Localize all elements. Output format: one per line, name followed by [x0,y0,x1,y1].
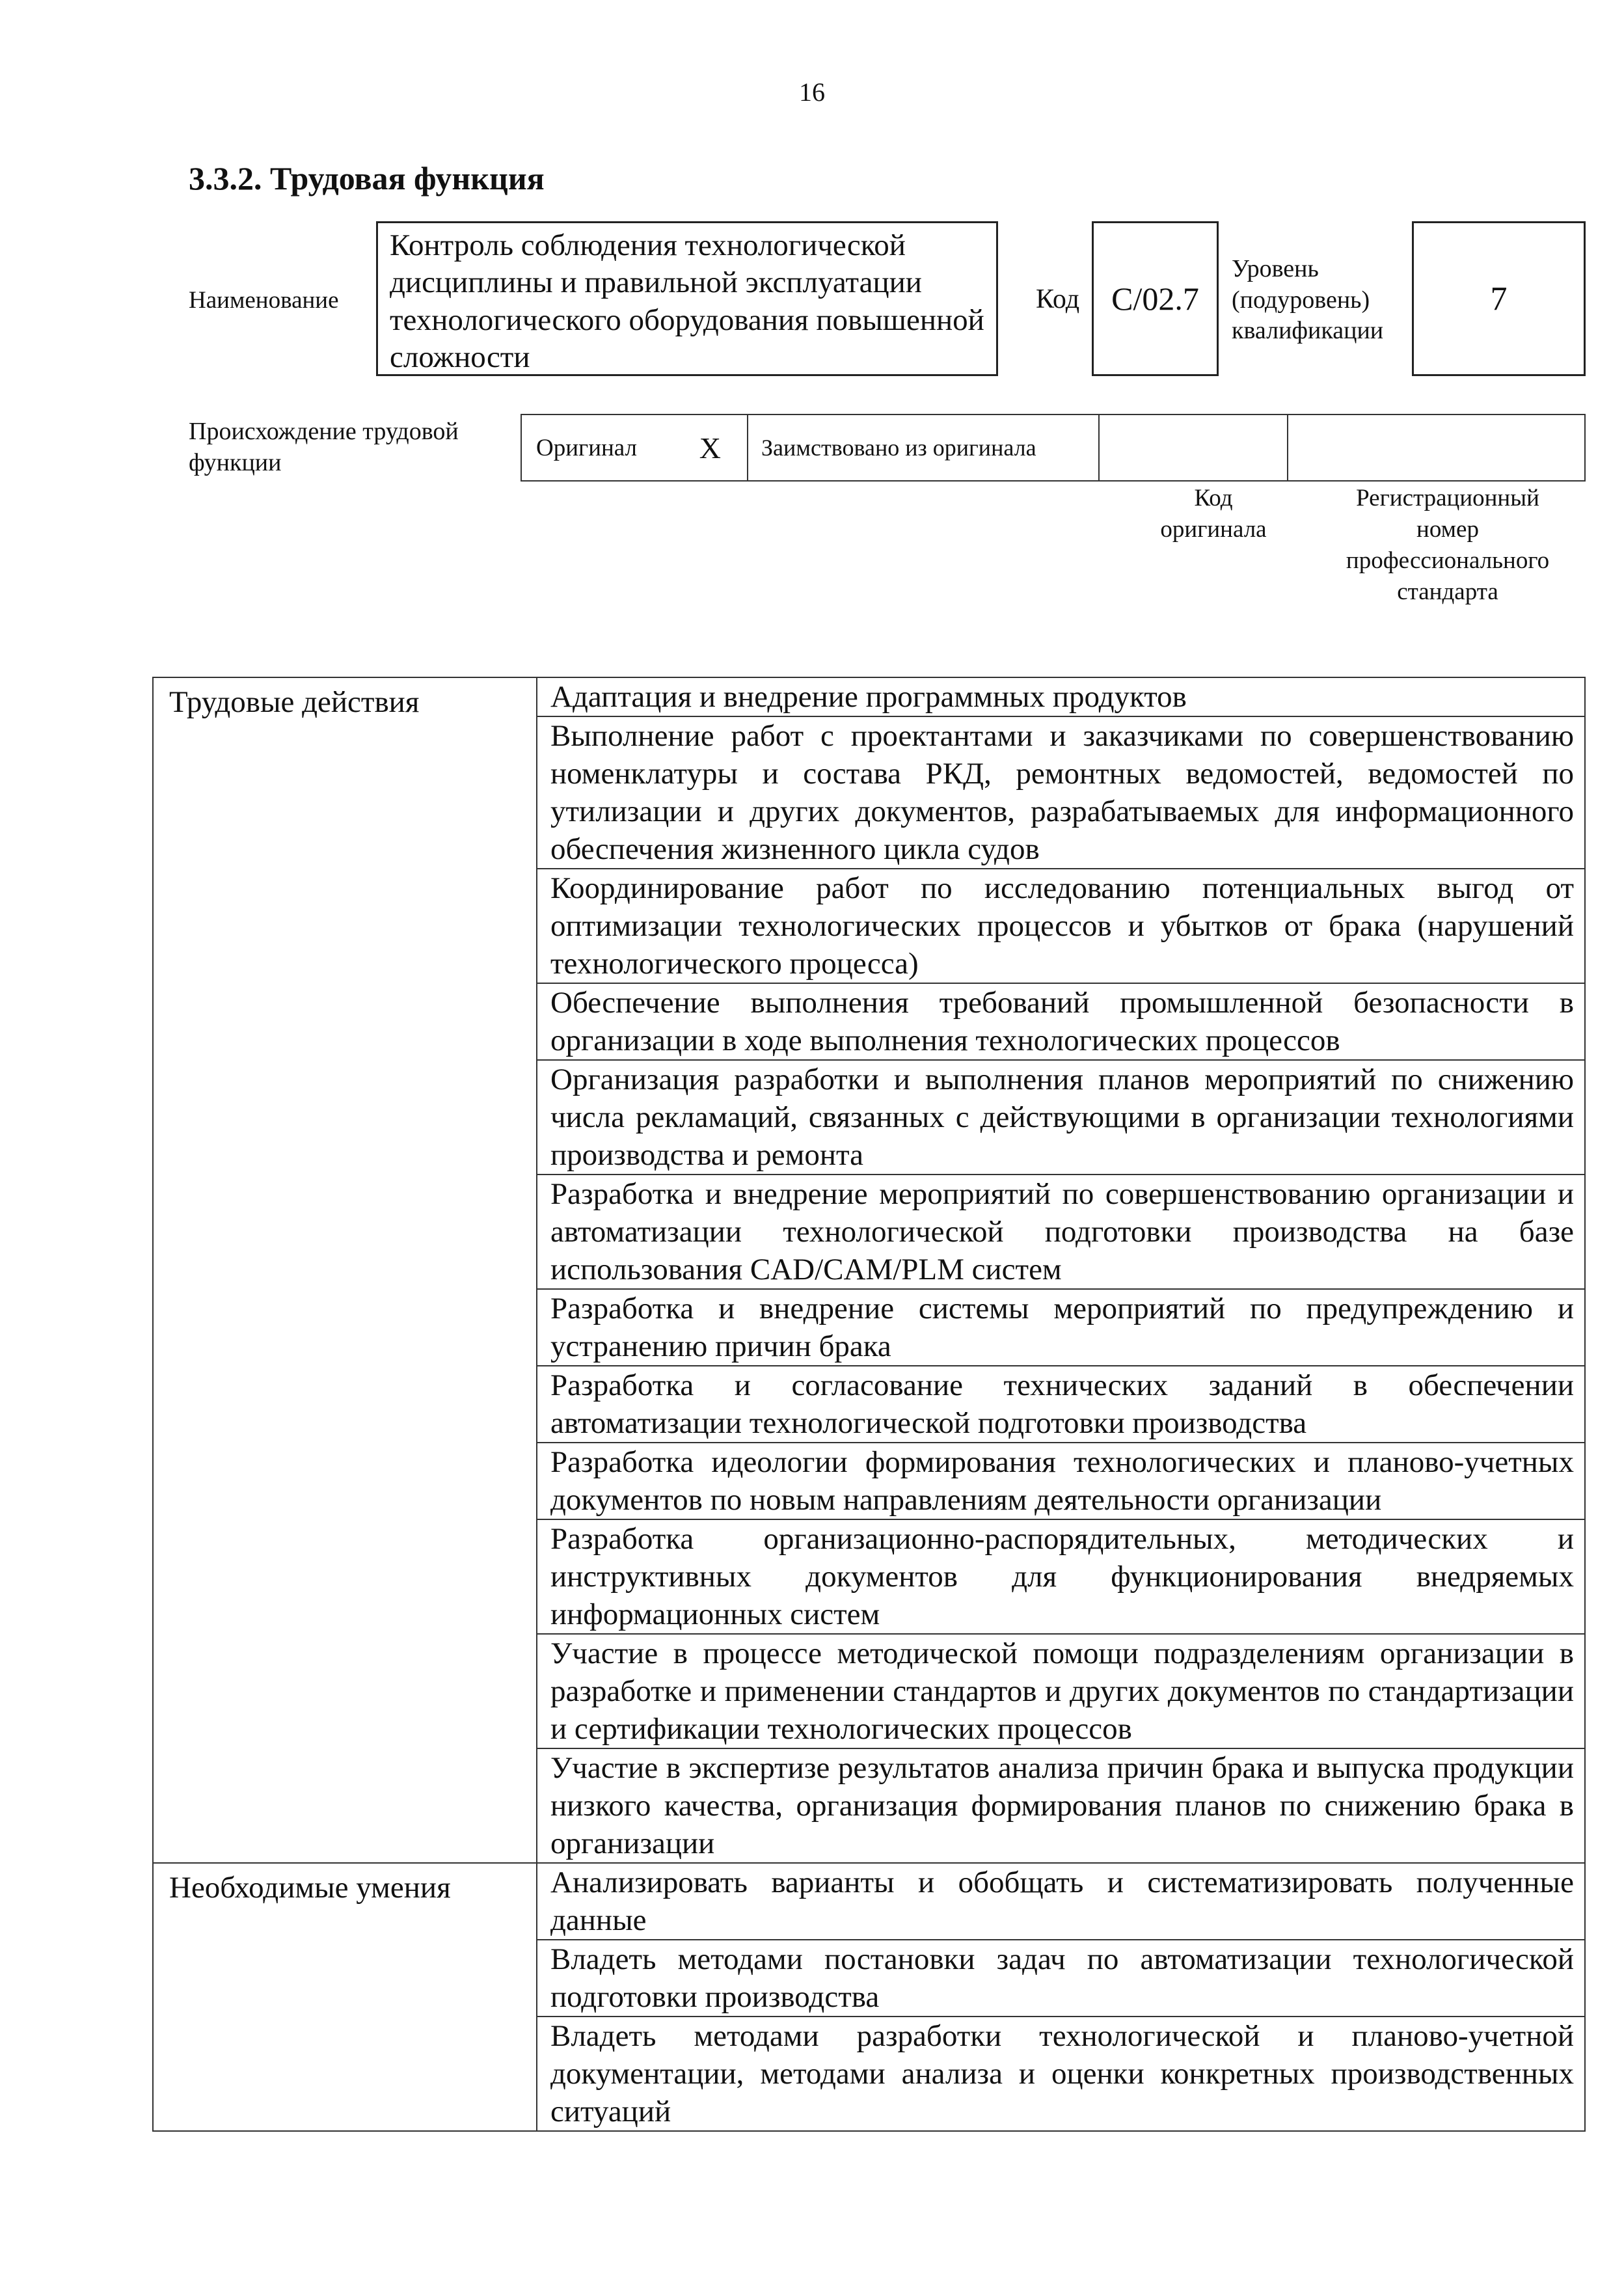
code-value: C/02.7 [1092,221,1219,376]
code-label: Код [1036,284,1080,314]
origin-label-line-2: функции [189,448,282,476]
level-label-line-3: квалификации [1232,317,1384,344]
table-row [153,1863,1585,1940]
reg-label-line-3: профессионального [1346,547,1550,575]
origin-registration-cell [1288,415,1584,480]
table-cell: Участие в процессе методической помощи подразделениям организации в разработке и применении стандартов и других документов по стандартизации и сертификации технологических процессов [537,1634,1585,1748]
reg-label-line-4: стандарта [1397,578,1498,606]
table-cell: Координирование работ по исследованию потенциальных выгод от оптимизации технологических процессов и убытков от брака (нарушений технологического процесса) [537,869,1585,983]
origin-code-cell [1100,415,1288,480]
origin-original-cell [522,415,748,480]
table-cell: Обеспечение выполнения требований промышленной безопасности в организации в ходе выполнения технологических процессов [537,983,1585,1060]
table-cell: Разработка и согласование технических заданий в обеспечении автоматизации технологической подготовки производства [537,1366,1585,1443]
origin-row [521,414,1586,482]
table-cell: Разработка организационно-распорядительных, методических и инструктивных документов для функционирования внедряемых информационных систем [537,1519,1585,1634]
function-name-value: Контроль соблюдения технологической дисциплины и правильной эксплуатации технологического оборудования повышенной сложности [376,221,998,376]
origin-borrowed-cell: Заимствовано из оригинала [748,415,1100,480]
reg-label-line-1: Регистрационный [1356,485,1539,511]
qualification-level-value: 7 [1412,221,1586,376]
origin-original-label: Оригинал [536,434,638,461]
table-cell: Участие в экспертизе результатов анализа причин брака и выпуска продукции низкого качества, организация формирования планов по снижению брака в организации [537,1748,1585,1863]
origin-label [189,416,459,478]
table-cell: Владеть методами разработки технологической и планово-учетной документации, методами анализа и оценки конкретных производственных ситуаций [537,2017,1585,2131]
labor-functions-table [152,677,1586,2132]
origin-original-mark: X [699,431,721,465]
table-cell: Организация разработки и выполнения планов мероприятий по снижению числа рекламаций, связанных с действующими в организации технологиями производства и ремонта [537,1060,1585,1175]
original-code-label-line-2: оригинала [1160,516,1267,543]
original-code-label-line-1: Код [1194,485,1233,511]
level-label-line-1: Уровень [1232,255,1319,282]
registration-number-label [1308,483,1588,608]
level-label-line-2: (подуровень) [1232,286,1370,314]
section-title-required-skills: Необходимые умения [153,1863,537,2131]
section-title-labor-actions: Трудовые действия [153,677,537,1863]
name-label: Наименование [189,287,339,314]
table-cell: Адаптация и внедрение программных продуктов [537,677,1585,716]
page-number: 16 [799,77,825,107]
qualification-level-label [1232,254,1383,347]
table-cell: Владеть методами постановки задач по автоматизации технологической подготовки производства [537,1940,1585,2017]
reg-label-line-2: номер [1416,516,1479,543]
origin-label-line-1: Происхождение трудовой [189,418,459,445]
original-code-label [1106,483,1321,545]
table-cell: Выполнение работ с проектантами и заказчиками по совершенствованию номенклатуры и состава РКД, ремонтных ведомостей, ведомостей по утилизации и других документов, разрабатываемых для информационного обеспечения жизненного цикла судов [537,716,1585,869]
table-cell: Анализировать варианты и обобщать и систематизировать полученные данные [537,1863,1585,1940]
table-row [153,677,1585,716]
table-cell: Разработка идеологии формирования технологических и планово-учетных документов по новым направлениям деятельности организации [537,1443,1585,1519]
table-cell: Разработка и внедрение системы мероприятий по предупреждению и устранению причин брака [537,1289,1585,1366]
section-title: 3.3.2. Трудовая функция [189,160,545,197]
table-cell: Разработка и внедрение мероприятий по совершенствованию организации и автоматизации технологической подготовки производства на базе использования CAD/CAM/PLM систем [537,1175,1585,1289]
